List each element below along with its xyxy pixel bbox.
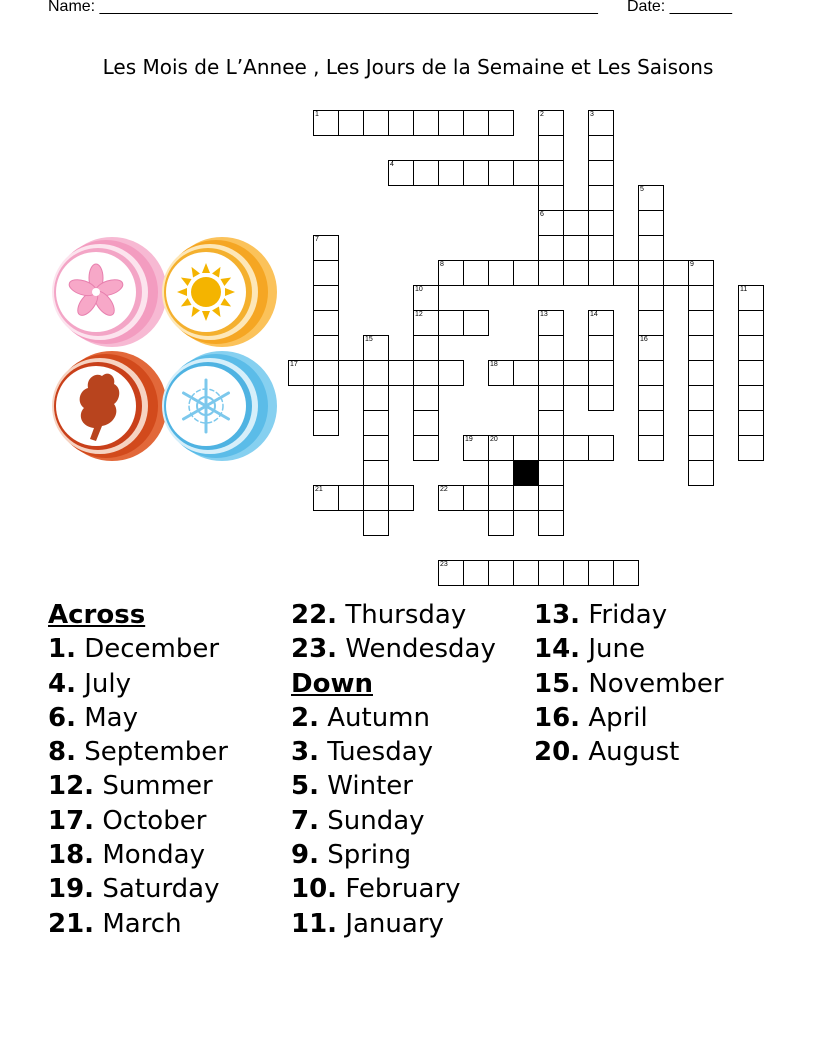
clue-item: 13. Friday [534, 600, 668, 630]
clue-number: 14 [590, 311, 598, 318]
grid-cell[interactable] [488, 110, 514, 136]
grid-cell[interactable] [363, 435, 389, 461]
grid-cell[interactable] [463, 435, 489, 461]
clue-number: 6 [540, 211, 544, 218]
grid-cell[interactable] [313, 110, 339, 136]
clue-number: 8 [440, 261, 444, 268]
grid-cell[interactable] [313, 285, 339, 311]
grid-cell[interactable] [463, 560, 489, 586]
grid-cell[interactable] [463, 485, 489, 511]
grid-cell[interactable] [363, 485, 389, 511]
grid-cell[interactable] [588, 435, 614, 461]
grid-cell[interactable] [363, 110, 389, 136]
grid-cell[interactable] [638, 210, 664, 236]
grid-cell[interactable] [563, 210, 589, 236]
grid-cell[interactable] [638, 285, 664, 311]
grid-cell[interactable] [538, 335, 564, 361]
grid-cell[interactable] [513, 485, 539, 511]
clue-number: 22 [440, 486, 448, 493]
grid-cell[interactable] [313, 235, 339, 261]
grid-cell[interactable] [638, 310, 664, 336]
clue-item: 15. November [534, 668, 724, 699]
grid-cell[interactable] [488, 435, 514, 461]
grid-cell[interactable] [538, 310, 564, 336]
flower-icon [52, 237, 167, 347]
grid-cell[interactable] [613, 260, 639, 286]
clue-number: 12 [415, 311, 423, 318]
grid-cell[interactable] [538, 385, 564, 411]
grid-cell[interactable] [588, 560, 614, 586]
grid-cell[interactable] [413, 160, 439, 186]
clue-number: 17 [290, 361, 298, 368]
clue-number: 11 [740, 286, 748, 293]
grid-cell[interactable] [513, 260, 539, 286]
clue-number: 7 [315, 236, 319, 243]
clue-item: 12. Summer [48, 771, 213, 802]
grid-cell[interactable] [513, 160, 539, 186]
clue-item: 7. Sunday [291, 805, 425, 836]
clue-number: 21 [315, 486, 323, 493]
grid-cell[interactable] [313, 360, 339, 386]
grid-cell[interactable] [388, 485, 414, 511]
grid-cell[interactable] [488, 485, 514, 511]
clue-number: 13 [540, 311, 548, 318]
grid-cell[interactable] [463, 310, 489, 336]
grid-cell[interactable] [688, 335, 714, 361]
grid-cell[interactable] [488, 260, 514, 286]
grid-cell[interactable] [588, 385, 614, 411]
grid-cell[interactable] [438, 360, 464, 386]
clue-number: 20 [490, 436, 498, 443]
grid-cell[interactable] [538, 135, 564, 161]
grid-cell[interactable] [488, 460, 514, 486]
clue-item: 21. March [48, 908, 182, 939]
grid-cell[interactable] [313, 335, 339, 361]
grid-cell[interactable] [688, 260, 714, 286]
grid-cell[interactable] [513, 560, 539, 586]
grid-cell[interactable] [388, 360, 414, 386]
grid-cell[interactable] [413, 435, 439, 461]
grid-cell[interactable] [313, 310, 339, 336]
grid-cell[interactable] [438, 310, 464, 336]
grid-cell[interactable] [688, 385, 714, 411]
grid-cell[interactable] [463, 110, 489, 136]
clue-item: 17. October [48, 805, 207, 836]
clue-item: 9. Spring [291, 840, 412, 871]
grid-cell[interactable] [738, 310, 764, 336]
clue-item: 2. Autumn [291, 702, 430, 733]
clues-column-2 [291, 598, 496, 941]
clue-number: 16 [640, 336, 648, 343]
grid-cell[interactable] [363, 460, 389, 486]
grid-cell[interactable] [538, 235, 564, 261]
season-badges [50, 236, 280, 466]
grid-cell[interactable] [338, 110, 364, 136]
clue-number: 1 [315, 111, 319, 118]
grid-cell[interactable] [413, 285, 439, 311]
name-field-label: Name: ________________________________________________________ [48, 0, 598, 15]
grid-cell[interactable] [688, 310, 714, 336]
grid-cell[interactable] [313, 485, 339, 511]
grid-cell[interactable] [538, 260, 564, 286]
clue-number: 23 [440, 561, 448, 568]
clue-number: 5 [640, 186, 644, 193]
grid-cell[interactable] [688, 410, 714, 436]
grid-cell[interactable] [588, 235, 614, 261]
grid-cell[interactable] [588, 185, 614, 211]
grid-cell[interactable] [538, 160, 564, 186]
clue-item: 20. August [534, 737, 680, 768]
grid-cell[interactable] [463, 260, 489, 286]
grid-cell[interactable] [538, 560, 564, 586]
grid-cell[interactable] [413, 110, 439, 136]
grid-cell[interactable] [463, 160, 489, 186]
grid-cell[interactable] [738, 435, 764, 461]
grid-cell[interactable] [488, 560, 514, 586]
grid-cell[interactable] [588, 335, 614, 361]
grid-cell[interactable] [538, 185, 564, 211]
clue-number: 15 [365, 336, 373, 343]
grid-cell[interactable] [538, 510, 564, 536]
grid-cell[interactable] [363, 510, 389, 536]
clue-item: 22. Thursday [291, 600, 467, 630]
clue-number: 4 [390, 161, 394, 168]
grid-cell[interactable] [488, 160, 514, 186]
grid-cell[interactable] [538, 410, 564, 436]
grid-cell[interactable] [413, 360, 439, 386]
grid-cell[interactable] [588, 135, 614, 161]
grid-cell[interactable] [563, 260, 589, 286]
clue-number: 19 [465, 436, 473, 443]
grid-cell[interactable] [638, 360, 664, 386]
clues-column-3 [534, 598, 724, 769]
grid-cell[interactable] [588, 360, 614, 386]
grid-cell[interactable] [538, 210, 564, 236]
grid-cell[interactable] [663, 260, 689, 286]
clue-item: 3. Tuesday [291, 737, 434, 768]
grid-cell[interactable] [563, 360, 589, 386]
grid-cell[interactable] [738, 385, 764, 411]
clue-item: 5. Winter [291, 771, 413, 802]
grid-cell[interactable] [363, 385, 389, 411]
clue-number: 3 [590, 111, 594, 118]
grid-cell[interactable] [638, 235, 664, 261]
grid-cell[interactable] [738, 360, 764, 386]
grid-cell[interactable] [413, 410, 439, 436]
clue-number: 9 [690, 261, 694, 268]
clue-item: 11. January [291, 908, 444, 939]
grid-cell[interactable] [638, 435, 664, 461]
grid-cell[interactable] [688, 285, 714, 311]
grid-cell[interactable] [738, 335, 764, 361]
grid-cell[interactable] [313, 410, 339, 436]
grid-cell[interactable] [638, 410, 664, 436]
grid-cell[interactable] [588, 210, 614, 236]
grid-cell[interactable] [588, 110, 614, 136]
grid-cell[interactable] [563, 435, 589, 461]
clue-item: 14. June [534, 634, 645, 665]
clue-number: 2 [540, 111, 544, 118]
grid-cell[interactable] [438, 260, 464, 286]
grid-cell[interactable] [538, 360, 564, 386]
grid-cell[interactable] [613, 560, 639, 586]
grid-cell[interactable] [538, 460, 564, 486]
grid-cell[interactable] [438, 560, 464, 586]
snowflake-icon [162, 351, 277, 461]
grid-cell[interactable] [563, 560, 589, 586]
sun-icon [162, 237, 277, 347]
grid-cell[interactable] [288, 360, 314, 386]
grid-cell[interactable] [438, 160, 464, 186]
clue-item: 18. Monday [48, 840, 205, 871]
grid-cell[interactable] [638, 335, 664, 361]
grid-cell[interactable] [738, 285, 764, 311]
grid-blocked-cell [513, 460, 539, 486]
clue-item: 16. April [534, 702, 648, 733]
leaf-icon [52, 351, 167, 461]
grid-cell[interactable] [363, 360, 389, 386]
clue-item: 10. February [291, 874, 461, 905]
grid-cell[interactable] [538, 435, 564, 461]
grid-cell[interactable] [363, 335, 389, 361]
clue-number: 18 [490, 361, 498, 368]
down-heading: Down [291, 668, 373, 699]
clue-item: 8. September [48, 737, 228, 768]
grid-cell[interactable] [338, 360, 364, 386]
grid-cell[interactable] [638, 185, 664, 211]
clue-number: 10 [415, 286, 423, 293]
clue-item: 4. July [48, 668, 131, 699]
grid-cell[interactable] [388, 110, 414, 136]
clue-item: 23. Wendesday [291, 634, 496, 665]
grid-cell[interactable] [313, 260, 339, 286]
grid-cell[interactable] [688, 460, 714, 486]
grid-cell[interactable] [413, 385, 439, 411]
grid-cell[interactable] [538, 485, 564, 511]
grid-cell[interactable] [638, 385, 664, 411]
grid-cell[interactable] [388, 160, 414, 186]
grid-cell[interactable] [488, 510, 514, 536]
grid-cell[interactable] [738, 410, 764, 436]
grid-cell[interactable] [588, 160, 614, 186]
grid-cell[interactable] [538, 110, 564, 136]
grid-cell[interactable] [413, 310, 439, 336]
grid-cell[interactable] [338, 485, 364, 511]
across-heading: Across [48, 600, 146, 630]
grid-cell[interactable] [513, 435, 539, 461]
grid-cell[interactable] [438, 485, 464, 511]
grid-cell[interactable] [588, 310, 614, 336]
clue-item: 6. May [48, 702, 138, 733]
clue-item: 1. December [48, 634, 220, 665]
grid-cell[interactable] [363, 410, 389, 436]
page-title: Les Mois de L’Annee , Les Jours de la Semaine et Les Saisons [102, 55, 714, 79]
date-field-label: Date: _______ [627, 0, 732, 15]
grid-cell[interactable] [313, 385, 339, 411]
grid-cell[interactable] [438, 110, 464, 136]
grid-cell[interactable] [638, 260, 664, 286]
clue-item: 19. Saturday [48, 874, 220, 905]
grid-cell[interactable] [413, 335, 439, 361]
clues-column-1 [48, 598, 228, 941]
grid-cell[interactable] [688, 360, 714, 386]
grid-cell[interactable] [488, 360, 514, 386]
grid-cell[interactable] [688, 435, 714, 461]
grid-cell[interactable] [513, 360, 539, 386]
grid-cell[interactable] [588, 260, 614, 286]
